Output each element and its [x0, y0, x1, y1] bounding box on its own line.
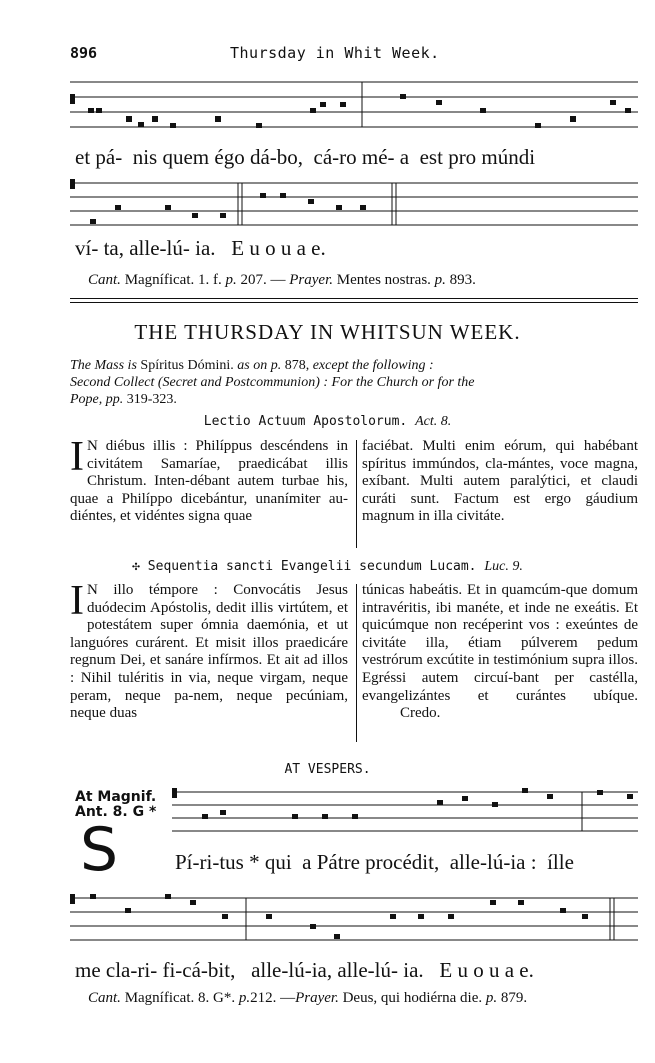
chant-reference-line: Cant. Magníficat. 1. f. p. 207. — Prayer. Mentes nostras. p. 893.	[88, 272, 476, 288]
gospel-right-column: túnicas habeátis. Et in quamcúm-que domum intravéritis, ibi manéte, et inde ne exeátis. Et quicúmque non recéperint vos : exeúntes de civitáte illa, étiam púlverem pedum vestrórum excútite in testimónium supra illos. Egréssi autem circuí-bant per castélla, evangelizántes et curántes ubíque. Credo.	[362, 582, 638, 722]
chant-staff-2	[70, 175, 638, 235]
chant-lyrics-line-1: et pá- nis quem égo dá-bo, cá-ro mé- a est pro múndi	[75, 145, 536, 169]
vespers-heading: AT VESPERS.	[284, 762, 371, 777]
chant-neumes-3	[172, 788, 633, 819]
page-number: 896	[70, 44, 98, 62]
vespers-lyrics-line-1: Pí-ri-tus * qui a Pátre procédit, alle-lú-ia : ílle	[175, 850, 574, 874]
credo: Credo.	[400, 705, 441, 722]
chant-lyrics-line-2: ví- ta, alle-lú- ia. E u o u a e.	[75, 236, 326, 260]
column-divider	[356, 584, 357, 742]
chant-staff-1	[70, 70, 638, 146]
chant-neumes-2	[70, 179, 366, 224]
running-title: Thursday in Whit Week.	[230, 44, 440, 62]
mass-intro: The Mass is Spíritus Dómini. as on p. 878, except the following : Second Collect (Secret and Postcommunion) : For the Church or for the Pope, pp. 319-323.	[70, 358, 475, 407]
section-rule-top	[70, 298, 638, 299]
section-rule-bottom	[70, 302, 638, 303]
vespers-lyrics-line-2: me cla-ri- fi-cá-bit, alle-lú-ia, alle-lú- ia. E u o u a e.	[75, 958, 534, 982]
chant-staff-3	[172, 780, 638, 840]
chant-neumes-4	[70, 894, 588, 939]
chant-staff-4	[70, 888, 638, 958]
gospel-left-column: I N illo témpore : Convocátis Jesus duódecim Apóstolis, dedit illis virtútem, et potestátem super ómnia daemónia, et ut languóres curárent. Et misit illos praedicáre regnum Dei, et sanáre infírmos. Et ait ad illos : Nihil tuléritis in via, neque virgam, neque peram, neque pa-nem, neque pecúniam, neque duas	[70, 578, 348, 722]
antiphon-label: At Magnif. Ant. 8. G *	[75, 789, 157, 820]
drop-cap: I	[70, 578, 84, 624]
lectio-left-column: I N diébus illis : Philíppus descéndens in civitátem Samaríae, praedicábat illis Christum. Inten-débant autem turbae his, quae a Philíppo dicebántur, unanímiter au-diéntes, et vidéntes signa quae	[70, 434, 348, 525]
column-divider	[356, 440, 357, 548]
chant-neumes-1	[70, 94, 631, 128]
vespers-reference-line: Cant. Magníficat. 8. G*. p.212. —Prayer. Deus, qui hodiérna die. p. 879.	[88, 990, 528, 1006]
chant-initial: S	[80, 815, 119, 885]
drop-cap: I	[70, 434, 84, 480]
gospel-heading: ✣ Sequentia sancti Evangelii secundum Lucam. Luc. 9.	[132, 559, 523, 574]
lectio-heading: Lectio Actuum Apostolorum. Act. 8.	[203, 414, 452, 429]
running-header	[70, 44, 640, 66]
lectio-right-column: faciébat. Multi enim eórum, qui habébant spíritus immúndos, cla-mántes, voce magna, exíbant. Multi autem paralýtici, et claudi curáti sunt. Factum est ergo gáudium magnum in illa civitáte.	[362, 438, 638, 525]
section-title: THE THURSDAY IN WHITSUN WEEK.	[134, 320, 521, 344]
